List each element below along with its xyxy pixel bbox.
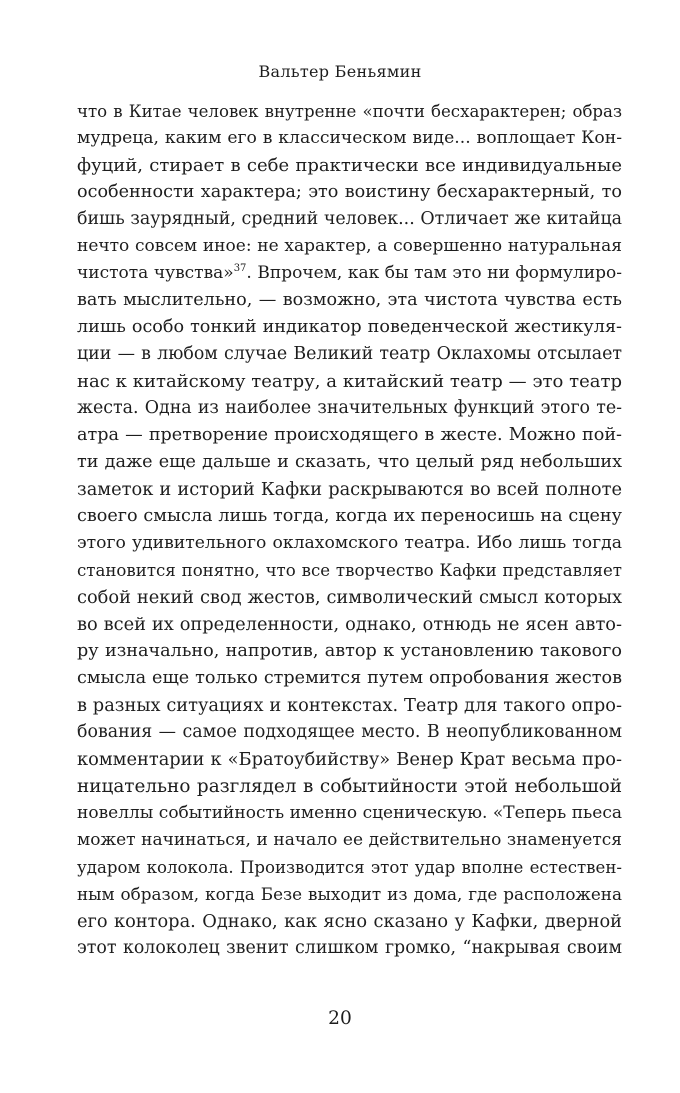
text-line: этого удивительного оклахомского театра. Ибо лишь тогда <box>77 533 622 553</box>
running-head: Вальтер Беньямин <box>258 62 422 81</box>
text-line: мудреца, каким его в классическом виде... воплощает Кон- <box>77 128 622 148</box>
text-line: заметок и историй Кафки раскрываются во всей полноте <box>77 479 622 500</box>
text-line: ным образом, когда Безе выходит из дома, где расположена <box>77 884 622 904</box>
text-line: бишь заурядный, средний человек... Отличает же китайца <box>77 209 622 229</box>
text-line-with-footnote <box>77 260 622 287</box>
text-line: его контора. Однако, как ясно сказано у Кафки, дверной <box>77 911 622 932</box>
text-line: смысла еще только стремится путем опробования жестов <box>77 668 622 688</box>
text-line: нечто совсем иное: не характер, а совершенно натуральная <box>77 236 622 256</box>
text-line: новеллы событийность именно сценическую. «Теперь пьеса <box>77 803 622 823</box>
text-line: атра — претворение происходящего в жесте. Можно пой- <box>77 425 622 445</box>
text-line: становится понятно, что все творчество Кафки представляет <box>77 561 622 580</box>
text-line: жеста. Одна из наиболее значительных функций этого те- <box>77 398 622 418</box>
text-line: ру изначально, напротив, автор к установлению такового <box>77 641 622 661</box>
text-line: может начинаться, и начало ее действительно знаменуется <box>77 830 622 850</box>
text-line: нас к китайскому театру, а китайский театр — это театр <box>77 371 622 392</box>
text-line: лишь особо тонкий индикатор поведенческой жестикуля- <box>77 317 622 337</box>
text-line: особенности характера; это воистину бесхарактерный, то <box>77 182 622 202</box>
text-line: ударом колокола. Производится этот удар вполне естествен- <box>77 858 622 877</box>
text-line: что в Китае человек внутренне «почти бесхарактерен; образ <box>77 102 622 121</box>
text-line: во всей их определенности, однако, отнюдь не ясен авто- <box>77 614 622 635</box>
text-line: этот колоколец звенит слишком громко, “накрывая своим <box>77 938 622 958</box>
text-line: ции — в любом случае Великий театр Оклахомы отсылает <box>77 344 622 364</box>
text-line: бования — самое подходящее место. В неопубликованном <box>77 722 622 742</box>
text-line: ти даже еще дальше и сказать, что целый ряд небольших <box>77 452 622 472</box>
text-line: вать мыслительно, — возможно, эта чистота чувства есть <box>77 290 622 310</box>
text-segment: чистота чувства» <box>77 263 234 283</box>
text-line: собой некий свод жестов, символический смысл которых <box>77 587 622 608</box>
page-number: 20 <box>328 1008 352 1029</box>
text-line: комментарии к «Братоубийству» Венер Крат весьма про- <box>77 749 622 770</box>
text-line: фуций, стирает в себе практически все индивидуальные <box>77 155 622 176</box>
body-text <box>77 98 622 962</box>
footnote-marker[interactable]: 37 <box>233 263 247 274</box>
text-line: в разных ситуациях и контекстах. Театр для такого опро- <box>77 695 622 716</box>
text-segment: . Впрочем, как бы там это ни формулиро- <box>246 263 622 283</box>
text-line: ницательно разглядел в событийности этой небольшой <box>77 776 622 797</box>
text-line: своего смысла лишь тогда, когда их переносишь на сцену <box>77 506 622 526</box>
